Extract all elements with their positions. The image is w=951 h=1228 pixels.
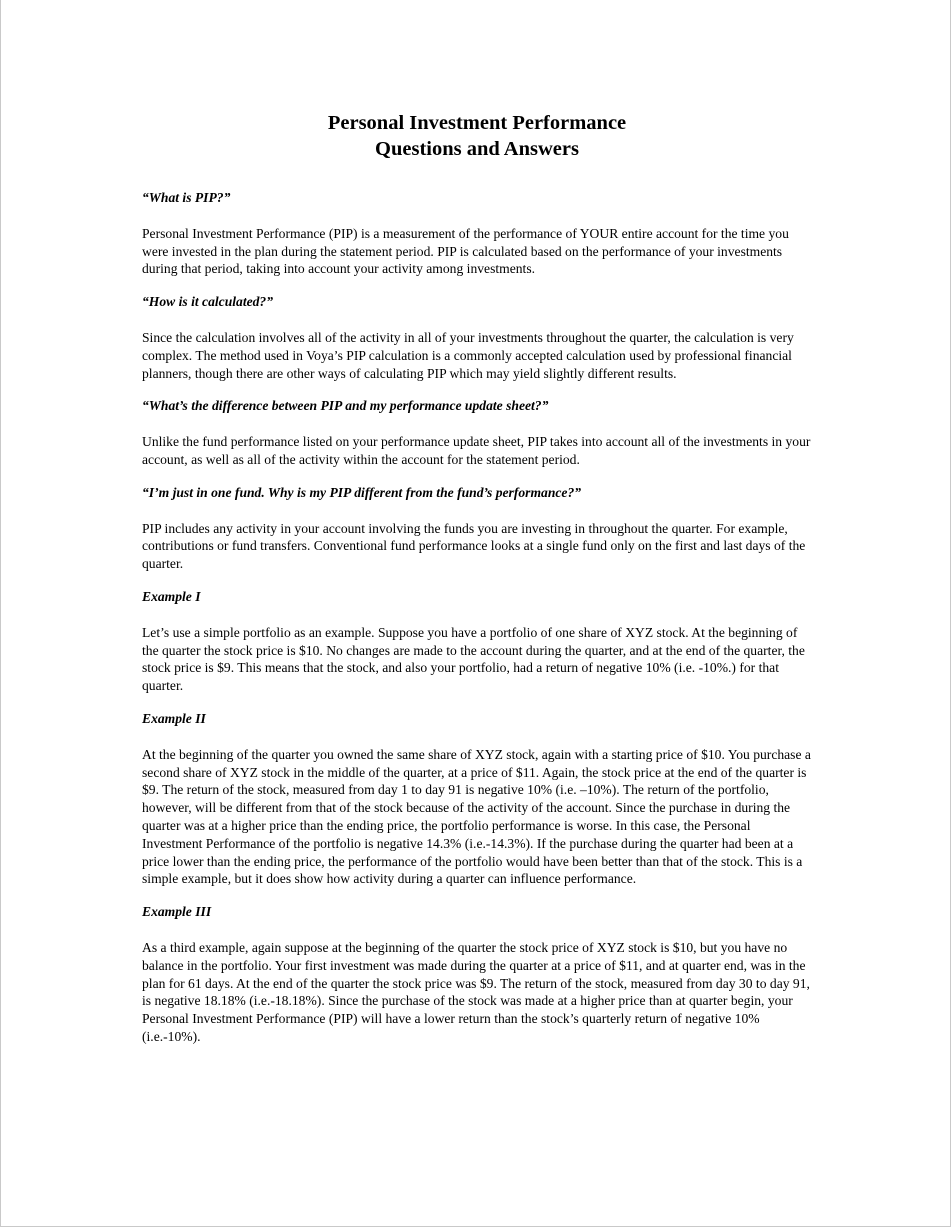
title-line-2: Questions and Answers [375, 138, 579, 160]
answer-difference: Unlike the fund performance listed on your performance update sheet, PIP takes into account all of the investments in your account, as well as all of the activity within the account for the statement period. [142, 434, 811, 467]
question-one-fund: “I’m just in one fund. Why is my PIP different from the fund’s performance?” [142, 484, 582, 500]
answer-what-is-pip: Personal Investment Performance (PIP) is a measurement of the performance of YOUR entire account for the time you were invested in the plan during the statement period. PIP is calculated based on the performance of your investments during that period, taking into account your activity among investments. [142, 225, 789, 277]
example-2-body: At the beginning of the quarter you owned the same share of XYZ stock, again with a starting price of $10. You purchase a second share of XYZ stock in the middle of the quarter, at a price of $11. Again, the stock price at the end of the quarter is $9. The return of the stock, measured from day 1 to day 91 is negative 10% (i.e. –10%). The return of the portfolio, however, will be different from that of the stock because of the activity of the account. Since the purchase in during the quarter was at a higher price than the ending price, the portfolio performance is worse. In this case, the Personal Investment Performance of the portfolio is negative 14.3% (i.e.-14.3%). If the purchase during the quarter had been at a price lower than the ending price, the performance of the portfolio would have been better than that of the stock. This is a simple example, but it does show how activity during a quarter can influence performance. [142, 746, 811, 887]
answer-how-calculated: Since the calculation involves all of the activity in all of your investments throughout the quarter, the calculation is very complex. The method used in Voya’s PIP calculation is a commonly accepted calculation used by professional financial planners, though there are other ways of calculating PIP which may yield slightly different results. [142, 329, 794, 381]
example-1-heading: Example I [142, 588, 201, 604]
answer-one-fund: PIP includes any activity in your account involving the funds you are investing in throughout the quarter. For example, contributions or fund transfers. Conventional fund performance looks at a single fund only on the first and last days of the quarter. [142, 520, 806, 572]
question-what-is-pip: “What is PIP?” [142, 190, 231, 205]
example-3-heading: Example III [142, 904, 212, 920]
document-content [142, 110, 812, 1061]
example-2-heading: Example II [142, 710, 206, 726]
example-1-body: Let’s use a simple portfolio as an example. Suppose you have a portfolio of one share of XYZ stock. At the beginning of the quarter the stock price is $10. No changes are made to the account during the quarter, and at the end of the quarter, the stock price is $9. This means that the stock, and also your portfolio, had a return of negative 10% (i.e. -10%.) for that quarter. [142, 624, 805, 694]
document-title [142, 110, 812, 162]
question-difference: “What’s the difference between PIP and my performance update sheet?” [142, 398, 549, 414]
example-3-body: As a third example, again suppose at the beginning of the quarter the stock price of XYZ stock is $10, but you have no balance in the portfolio. Your first investment was made during the quarter at a price of $11, and at quarter end, was in the plan for 61 days. At the end of the quarter the stock price was $9. The return of the stock, measured from day 30 to day 91, is negative 18.18% (i.e.-18.18%). Since the purchase of the stock was made at a higher price than at quarter begin, your Personal Investment Performance (PIP) will have a lower return than the stock’s quarterly return of negative 10% (i.e.-10%). [142, 939, 810, 1044]
question-how-calculated: “How is it calculated?” [142, 294, 274, 310]
title-line-1: Personal Investment Performance [327, 112, 627, 134]
